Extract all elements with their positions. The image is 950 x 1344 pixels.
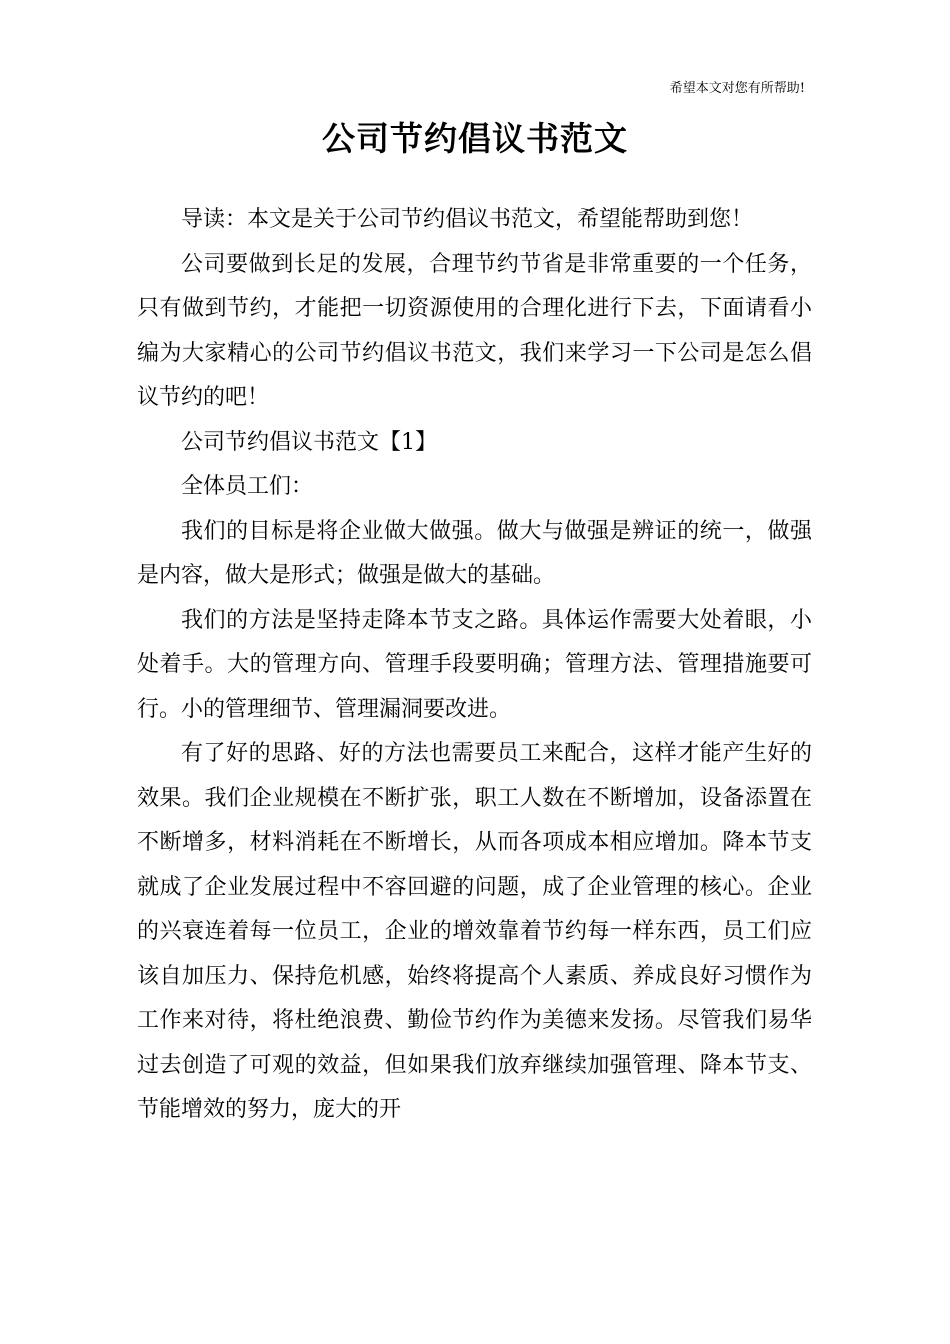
body-paragraph: 公司要做到长足的发展，合理节约节省是非常重要的一个任务，只有做到节约，才能把一切资源使用的合理化进行下去，下面请看小编为大家精心的公司节约倡议书范文，我们来学习一下公司是怎么倡议节约的吧！ bbox=[137, 251, 812, 410]
document-title: 公司节约倡议书范文 bbox=[322, 119, 628, 158]
header-note: 希望本文对您有所帮助! bbox=[669, 81, 805, 96]
salutation: 全体员工们： bbox=[181, 474, 314, 499]
body-paragraph: 我们的方法是坚持走降本节支之路。具体运作需要大处着眼，小处着手。大的管理方向、管理手段要明确；管理方法、管理措施要可行。小的管理细节、管理漏洞要改进。 bbox=[137, 607, 812, 722]
body-paragraph: 有了好的思路、好的方法也需要员工来配合，这样才能产生好的效果。我们企业规模在不断扩张，职工人数在不断增加，设备添置在不断增多，材料消耗在不断增长，从而各项成本相应增加。降本节支就成了企业发展过程中不容回避的问题，成了企业管理的核心。企业的兴衰连着每一位员工，企业的增效靠着节约每一样东西，员工们应该自加压力、保持危机感，始终将提高个人素质、养成良好习惯作为工作来对待，将杜绝浪费、勤俭节约作为美德来发扬。尽管我们易华过去创造了可观的效益，但如果我们放弃继续加强管理、降本节支、节能增效的努力，庞大的开 bbox=[137, 741, 812, 1122]
intro-paragraph: 导读：本文是关于公司节约倡议书范文，希望能帮助到您！ bbox=[181, 207, 754, 232]
document-body bbox=[137, 198, 812, 1133]
section-heading: 公司节约倡议书范文【1】 bbox=[181, 429, 437, 455]
body-paragraph: 我们的目标是将企业做大做强。做大与做强是辨证的统一，做强是内容，做大是形式；做强是做大的基础。 bbox=[137, 518, 812, 588]
